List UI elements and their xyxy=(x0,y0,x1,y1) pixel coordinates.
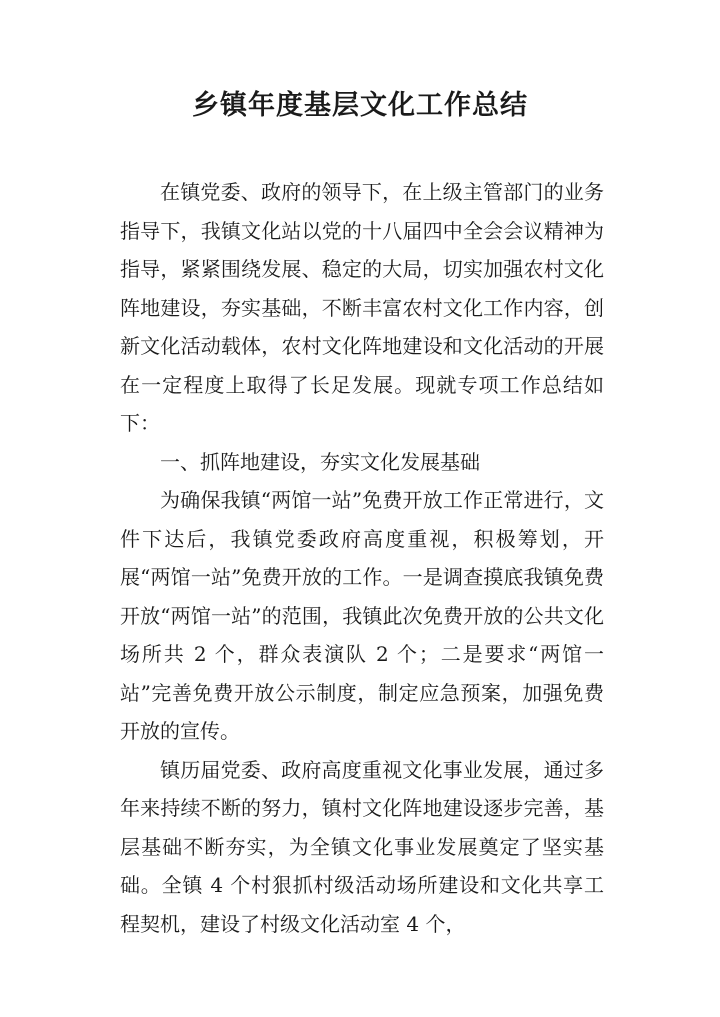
body-paragraph-2: 镇历届党委、政府高度重视文化事业发展，通过多年来持续不断的努力，镇村文化阵地建设逐步完善，基层基础不断夯实，为全镇文化事业发展奠定了坚实基础。全镇 4 个村狠抓村级活动场所建设和文化共享工程契机，建设了村级文化活动室 4 个， xyxy=(120,757,604,936)
section-heading-1: 一、抓阵地建设，夯实文化发展基础 xyxy=(160,449,480,474)
body-paragraph-1: 为确保我镇“两馆一站”免费开放工作正常进行，文件下达后，我镇党委政府高度重视，积极筹划，开展“两馆一站”免费开放的工作。一是调查摸底我镇免费开放“两馆一站”的范围，我镇此次免费开放的公共文化场所共 2 个，群众表演队 2 个；二是要求“两馆一站”完善免费开放公示制度，制定应急预案，加强免费开放的宣传。 xyxy=(120,488,604,743)
document-title: 乡镇年度基层文化工作总结 xyxy=(192,90,528,121)
intro-paragraph: 在镇党委、政府的领导下，在上级主管部门的业务指导下，我镇文化站以党的十八届四中全会会议精神为指导，紧紧围绕发展、稳定的大局，切实加强农村文化阵地建设，夯实基础，不断丰富农村文化工作内容，创新文化活动载体，农村文化阵地建设和文化活动的开展在一定程度上取得了长足发展。现就专项工作总结如下： xyxy=(120,180,604,435)
document-body xyxy=(120,173,604,943)
